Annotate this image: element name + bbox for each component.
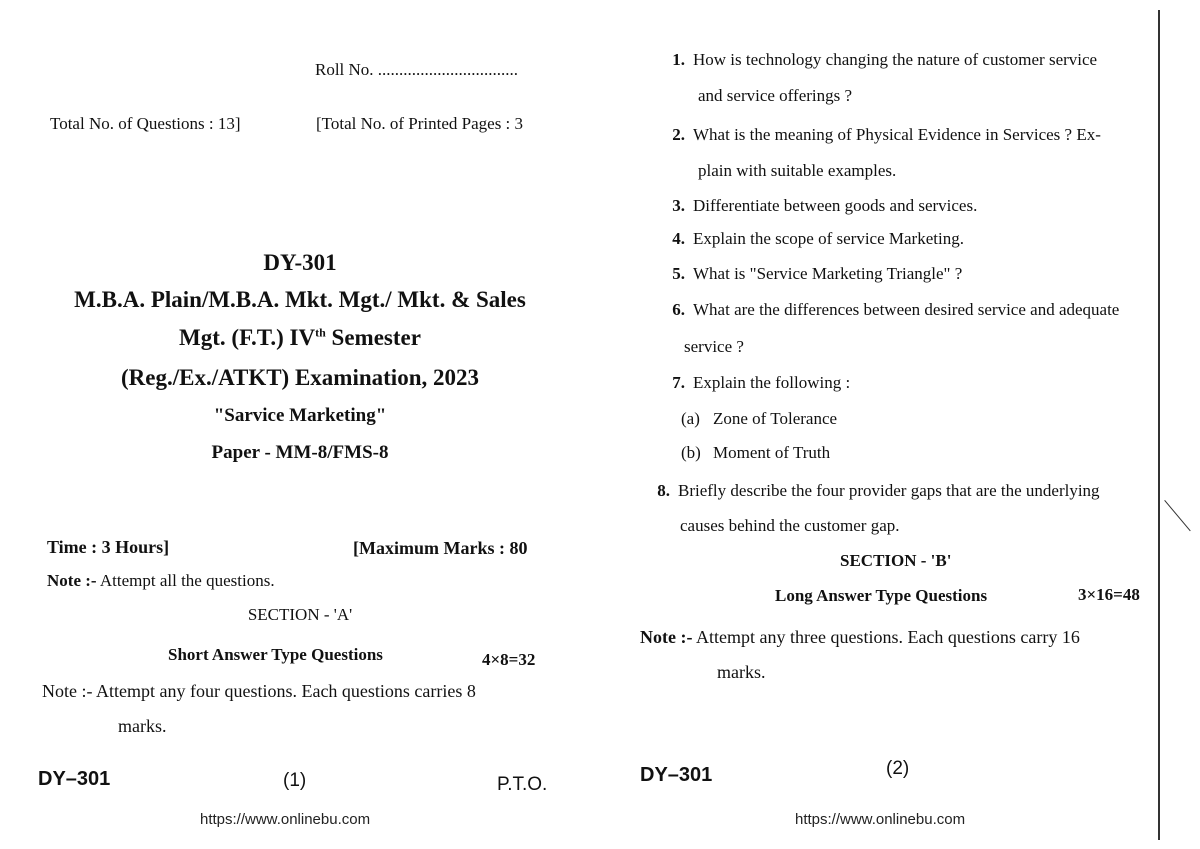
paper-code-heading: DY-301 — [263, 250, 337, 275]
question-4: 4. Explain the scope of service Marketing. — [672, 229, 964, 248]
question-7: 7. Explain the following : — [672, 373, 851, 392]
question-2-line-2: plain with suitable examples. — [698, 161, 897, 180]
subject-title: "Sarvice Marketing" — [213, 405, 387, 426]
total-questions: Total No. of Questions : 13] — [50, 114, 241, 133]
paper-number: Paper - MM-8/FMS-8 — [211, 442, 389, 463]
question-5: 5. What is "Service Marketing Triangle" ? — [672, 264, 963, 283]
section-b-type: Long Answer Type Questions — [775, 586, 988, 605]
section-a-marks: 4×8=32 — [482, 650, 536, 669]
question-6: 6. What are the differences between desired service and adequate — [672, 300, 1120, 319]
section-a-type: Short Answer Type Questions — [168, 645, 383, 664]
section-b-marks: 3×16=48 — [1078, 585, 1140, 604]
question-2: 2. What is the meaning of Physical Evidence in Services ? Ex- — [672, 125, 1101, 144]
question-8: 8. Briefly describe the four provider gaps that are the underlying — [657, 481, 1100, 500]
course-line-1: M.B.A. Plain/M.B.A. Mkt. Mgt./ Mkt. & Sales — [74, 287, 526, 312]
note-2: Note :- Attempt any four questions. Each questions carries 8 — [42, 681, 476, 701]
footer-page-number: (1) — [283, 770, 307, 791]
question-1: 1. How is technology changing the nature of customer service — [672, 50, 1098, 69]
total-pages: [Total No. of Printed Pages : 3 — [316, 114, 524, 133]
question-8-line-2: causes behind the customer gap. — [680, 516, 900, 535]
time-allowed: Time : 3 Hours] — [47, 537, 170, 557]
question-7-part-b: (b) Moment of Truth — [681, 443, 831, 462]
footer-paper-code-2: DY–301 — [640, 764, 713, 786]
footer-page-number-2: (2) — [886, 758, 910, 779]
course-line-2: Mgt. (F.T.) IVth Semester — [179, 325, 421, 350]
question-1-line-2: and service offerings ? — [698, 86, 853, 105]
footer-url-2: https://www.onlinebu.com — [795, 811, 966, 828]
roll-no-field: Roll No. ................................. — [315, 60, 519, 79]
scan-mark — [1164, 500, 1191, 531]
footer-url: https://www.onlinebu.com — [200, 811, 371, 828]
footer-paper-code: DY–301 — [38, 768, 111, 790]
note-2-continuation: marks. — [118, 716, 167, 736]
section-b-heading: SECTION - 'B' — [840, 551, 952, 570]
section-b-note-continuation: marks. — [717, 662, 766, 682]
page-edge-line — [1158, 10, 1160, 840]
note-1: Note :- Attempt all the questions. — [47, 571, 275, 590]
question-3: 3. Differentiate between goods and services. — [672, 196, 978, 215]
question-6-line-2: service ? — [684, 337, 744, 356]
maximum-marks: [Maximum Marks : 80 — [353, 538, 528, 558]
question-7-part-a: (a) Zone of Tolerance — [681, 409, 838, 428]
section-a-heading: SECTION - 'A' — [247, 605, 353, 624]
section-b-note: Note :- Attempt any three questions. Each questions carry 16 — [640, 627, 1080, 647]
footer-pto: P.T.O. — [497, 774, 548, 795]
exam-line: (Reg./Ex./ATKT) Examination, 2023 — [120, 365, 479, 390]
